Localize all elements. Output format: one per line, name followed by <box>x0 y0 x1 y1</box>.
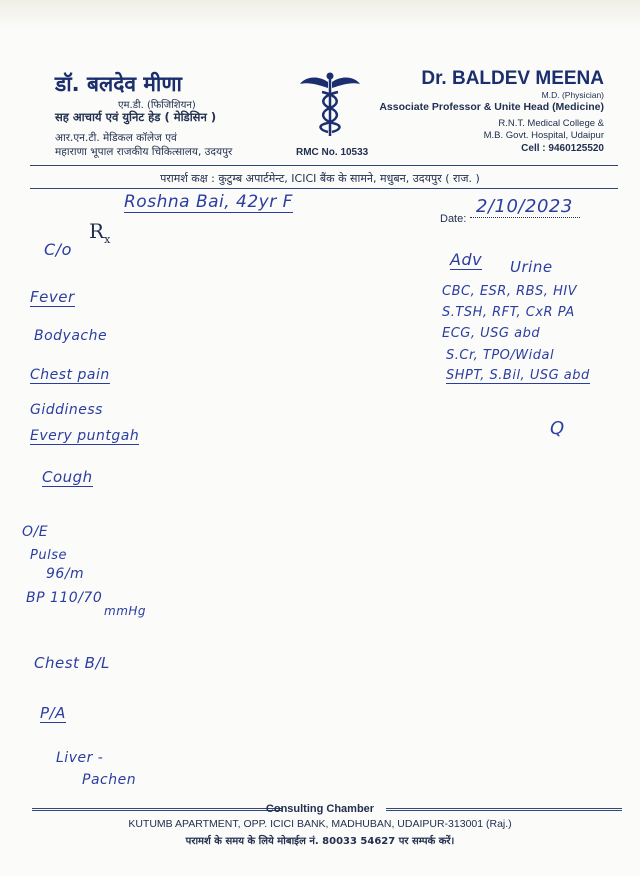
visit-date: 2/10/2023 <box>476 196 573 217</box>
date-underline <box>470 217 580 218</box>
registration-number: RMC No. 10533 <box>296 147 369 158</box>
note-right-tsh: S.TSH, RFT, CxR PA <box>442 305 575 320</box>
address-divider <box>30 188 618 189</box>
note-left-co: C/o <box>44 240 72 259</box>
note-left-puntgah: Every puntgah <box>30 428 140 444</box>
note-left-oe: O/E <box>22 524 49 540</box>
footer-timing: परामर्श के समय के लिये मोबाईल नं. 80033 54627 पर सम्पर्क करें। <box>185 836 455 847</box>
doctor-role-english: Associate Professor & Unite Head (Medicine) <box>379 101 604 113</box>
note-left-giddiness: Giddiness <box>30 402 103 418</box>
hospital-english: M.B. Govt. Hospital, Udaipur <box>483 130 604 141</box>
note-left-pulse-value: 96/m <box>46 566 85 582</box>
note-right-ecg: ECG, USG abd <box>442 326 541 341</box>
note-left-liver: Liver - <box>56 750 104 766</box>
footer-line-right <box>386 808 622 811</box>
note-left-pachen: Pachen <box>82 772 137 788</box>
note-right-adv: Adv <box>450 250 483 269</box>
college-english: R.N.T. Medical College & <box>498 118 604 129</box>
hospital-hindi: महाराणा भूपाल राजकीय चिकित्सालय, उदयपुर <box>55 146 233 158</box>
caduceus-icon <box>298 70 362 140</box>
paper-edge <box>0 0 640 30</box>
note-left-bp: BP 110/70 <box>26 590 103 606</box>
note-left-pa: P/A <box>40 704 66 722</box>
consulting-chamber-label: Consulting Chamber <box>265 803 375 815</box>
note-left-cough: Cough <box>42 468 93 486</box>
note-right-shpt: SHPT, S.Bil, USG abd <box>446 368 590 383</box>
date-label: Date: <box>440 213 467 225</box>
note-left-bp-unit: mmHg <box>104 604 147 618</box>
cell-number: Cell : 9460125520 <box>521 143 604 154</box>
note-left-bodyache: Bodyache <box>34 328 108 344</box>
doctor-degree-hindi: एम.डी. (फिजिशियन) <box>118 100 196 111</box>
note-left-pulse: Pulse <box>30 548 67 563</box>
note-left-chest-pain: Chest pain <box>30 367 110 383</box>
note-left-chest-bl: Chest B/L <box>34 654 110 672</box>
footer-address: KUTUMB APARTMENT, OPP. ICICI BANK, MADHUBAN, UDAIPUR-313001 (Raj.) <box>128 818 512 830</box>
college-hindi: आर.एन.टी. मेडिकल कॉलेज एवं <box>55 132 177 144</box>
doctor-degree-english: M.D. (Physician) <box>541 90 604 100</box>
note-right-cbc: CBC, ESR, RBS, HIV <box>442 284 578 299</box>
note-right-signature: Q <box>550 418 565 439</box>
header-divider <box>30 165 618 166</box>
doctor-role-hindi: सह आचार्य एवं युनिट हेड ( मेडिसिन ) <box>55 110 217 124</box>
doctor-name-hindi: डॉ. बलदेव मीणा <box>55 72 182 96</box>
note-right-scr: S.Cr, TPO/Widal <box>446 348 555 363</box>
consult-address: परामर्श कक्ष : कुटुम्ब अपार्टमेन्ट, ICICI बैंक के सामने, मधुबन, उदयपुर ( राज. ) <box>160 172 480 185</box>
rx-symbol: $R_x$ <box>89 219 111 246</box>
note-right-urine: Urine <box>510 258 553 276</box>
note-left-fever: Fever <box>30 288 75 306</box>
doctor-name-english: Dr. BALDEV MEENA <box>421 68 604 89</box>
patient-name: Roshna Bai, 42yr F <box>124 192 293 212</box>
